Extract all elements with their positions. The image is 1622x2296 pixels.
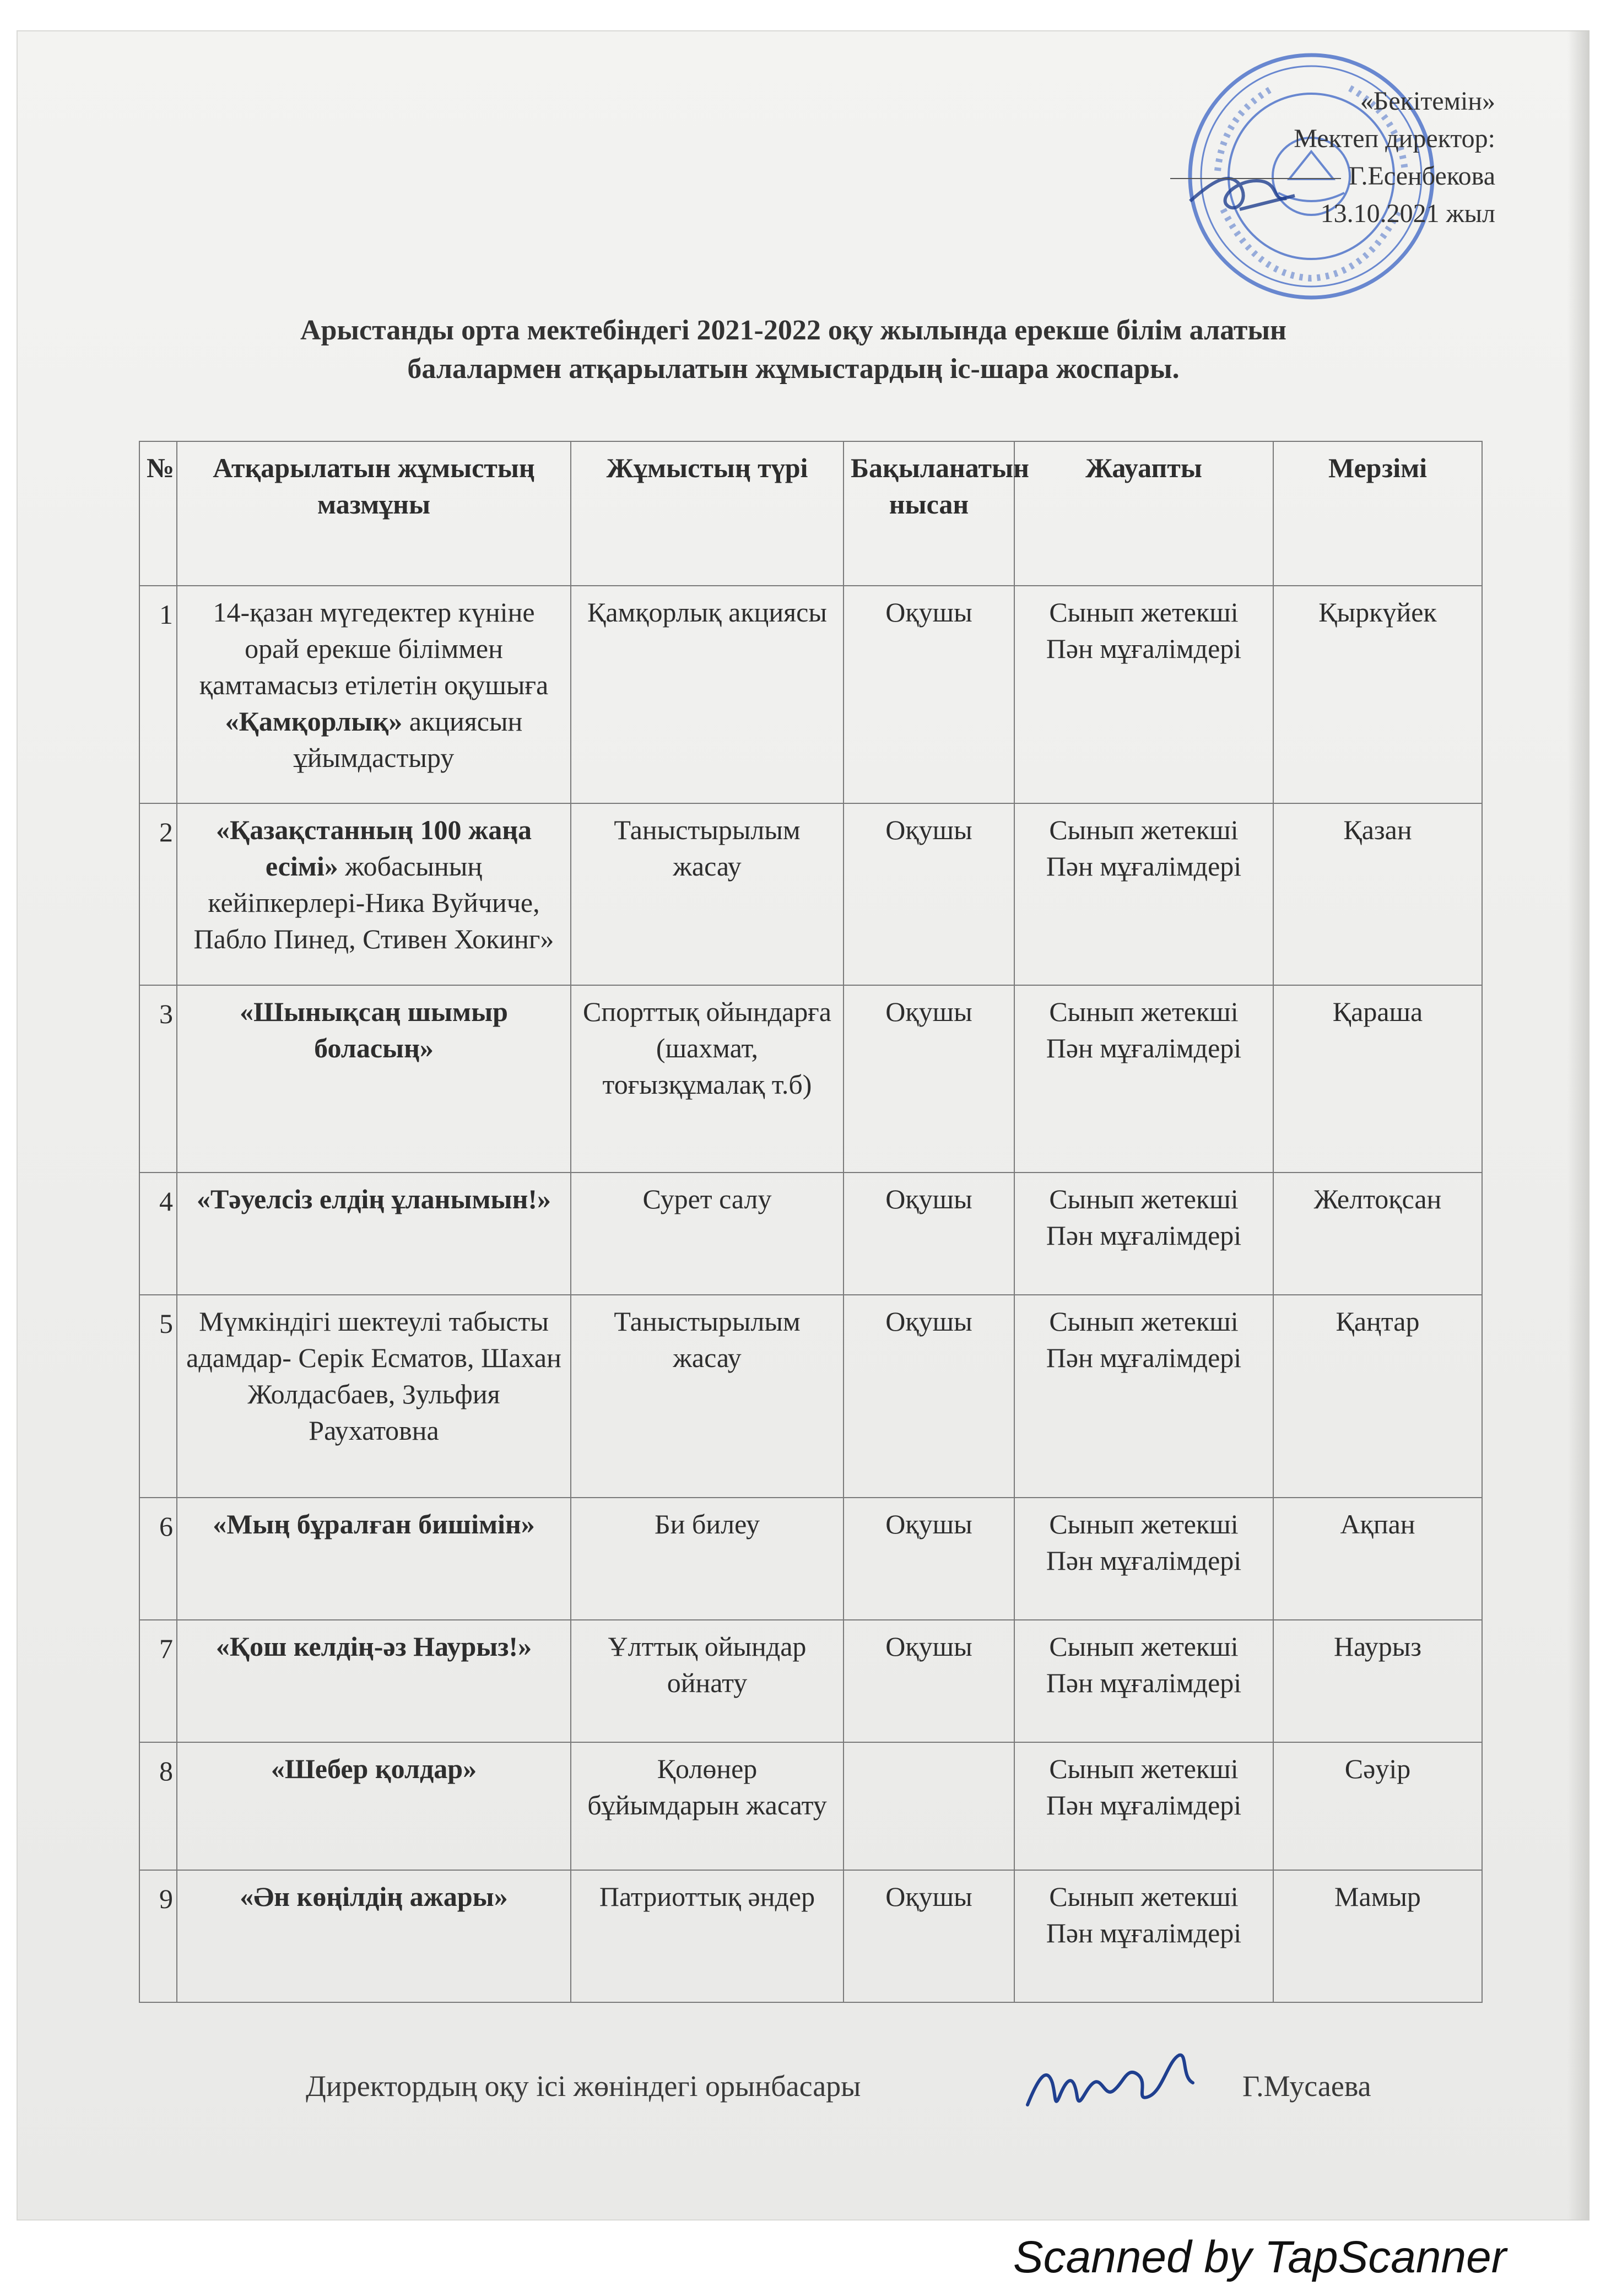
approval-heading: «Бекітемін» [1360, 87, 1495, 116]
row-deadline: Желтоқсан [1273, 1173, 1482, 1295]
row-number: 3 [139, 985, 177, 1173]
row-deadline: Ақпан [1273, 1498, 1482, 1620]
header-deadline: Мерзімі [1273, 441, 1482, 586]
row-number: 4 [139, 1173, 177, 1295]
row-content: «Қазақстанның 100 жаңа есімі» жобасының кейіпкерлері-Ника Вуйчиче, Пабло Пинед, Стивен Хокинг» [177, 803, 571, 985]
row-content: «Шынықсаң шымыр боласың» [177, 985, 571, 1173]
row-object: Оқушы [844, 985, 1014, 1173]
row-content: Мүмкіндігі шектеулі табысты адамдар- Серік Есматов, Шахан Жолдасбаев, Зульфия Раухатовна [177, 1295, 571, 1498]
footer-signature-line [306, 2058, 1408, 2124]
table-row [139, 1742, 1482, 1870]
table-header-row [139, 441, 1482, 586]
row-responsible: Сынып жетекші Пән мұғалімдері [1014, 1498, 1273, 1620]
row-responsible: Сынып жетекші Пән мұғалімдері [1014, 1742, 1273, 1870]
row-content: «Шебер қолдар» [177, 1742, 571, 1870]
row-number: 1 [139, 586, 177, 803]
row-type: Сурет салу [571, 1173, 844, 1295]
row-content: «Тәуелсіз елдің ұланымын!» [177, 1173, 571, 1295]
header-number: № [139, 441, 177, 586]
row-deadline: Мамыр [1273, 1870, 1482, 2002]
table-row [139, 586, 1482, 803]
row-type: Би билеу [571, 1498, 844, 1620]
row-deadline: Қазан [1273, 803, 1482, 985]
table-row [139, 985, 1482, 1173]
header-content: Атқарылатын жұмыстың мазмұны [177, 441, 571, 586]
row-deadline: Қыркүйек [1273, 586, 1482, 803]
row-type: Қолөнер бұйымдарын жасату [571, 1742, 844, 1870]
table-row [139, 1295, 1482, 1498]
activity-plan-table [139, 441, 1483, 2003]
row-deadline: Қаңтар [1273, 1295, 1482, 1498]
row-responsible: Сынып жетекші Пән мұғалімдері [1014, 1295, 1273, 1498]
approval-block [1170, 83, 1495, 233]
row-deadline: Сәуір [1273, 1742, 1482, 1870]
title-line-2: балалармен атқарылатын жұмыстардың іс-шара жоспары. [407, 353, 1180, 385]
deputy-director-title: Директордың оқу ісі жөніндегі орынбасары [306, 2070, 861, 2103]
row-type: Патриоттық әндер [571, 1870, 844, 2002]
row-object: Оқушы [844, 1620, 1014, 1742]
row-type: Спорттық ойындарға (шахмат, тоғызқұмалақ т.б) [571, 985, 844, 1173]
row-number: 2 [139, 803, 177, 985]
row-object: Оқушы [844, 1498, 1014, 1620]
row-type: Таныстырылым жасау [571, 803, 844, 985]
header-responsible: Жауапты [1014, 441, 1273, 586]
header-type: Жұмыстың түрі [571, 441, 844, 586]
scanner-watermark: Scanned by TapScanner [1013, 2232, 1506, 2282]
row-content: «Ән көңілдің ажары» [177, 1870, 571, 2002]
header-object: Бақыланатын нысан [844, 441, 1014, 586]
row-object: Оқушы [844, 1870, 1014, 2002]
row-object: Оқушы [844, 586, 1014, 803]
row-type: Таныстырылым жасау [571, 1295, 844, 1498]
row-number: 6 [139, 1498, 177, 1620]
row-responsible: Сынып жетекші Пән мұғалімдері [1014, 1620, 1273, 1742]
row-deadline: Наурыз [1273, 1620, 1482, 1742]
table-row [139, 1173, 1482, 1295]
table-row [139, 1620, 1482, 1742]
row-object: Оқушы [844, 1173, 1014, 1295]
table-body [139, 586, 1482, 2002]
row-responsible: Сынып жетекші Пән мұғалімдері [1014, 1173, 1273, 1295]
row-number: 9 [139, 1870, 177, 2002]
handwritten-signature [1022, 2044, 1204, 2127]
row-responsible: Сынып жетекші Пән мұғалімдері [1014, 803, 1273, 985]
row-responsible: Сынып жетекші Пән мұғалімдері [1014, 1870, 1273, 2002]
approval-position: Мектеп директор: [1294, 124, 1495, 153]
row-deadline: Қараша [1273, 985, 1482, 1173]
approval-name: Г.Есенбекова [1349, 161, 1495, 191]
row-number: 7 [139, 1620, 177, 1742]
signature-line [1170, 178, 1341, 179]
row-number: 5 [139, 1295, 177, 1498]
row-responsible: Сынып жетекші Пән мұғалімдері [1014, 985, 1273, 1173]
row-content: «Қош келдің-әз Наурыз!» [177, 1620, 571, 1742]
paper-edge-shadow [1567, 30, 1589, 2221]
approval-signatory [1170, 158, 1495, 195]
row-number: 8 [139, 1742, 177, 1870]
row-object: Оқушы [844, 1295, 1014, 1498]
row-content: 14-қазан мүгедектер күніне орай ерекше біліммен қамтамасыз етілетін оқушыға «Қамқорлық» акциясын ұйымдастыру [177, 586, 571, 803]
title-line-1: Арыстанды орта мектебіндегі 2021-2022 оқу жылында ерекше білім алатын [300, 315, 1287, 346]
row-type: Қамқорлық акциясы [571, 586, 844, 803]
table-row [139, 1498, 1482, 1620]
table-row [139, 1870, 1482, 2002]
row-responsible: Сынып жетекші Пән мұғалімдері [1014, 586, 1273, 803]
row-content: «Мың бұралған бишімін» [177, 1498, 571, 1620]
approval-date: 13.10.2021 жыл [1320, 199, 1495, 228]
table-row [139, 803, 1482, 985]
deputy-director-name: Г.Мусаева [1242, 2070, 1371, 2103]
row-object [844, 1742, 1014, 1870]
row-object: Оқушы [844, 803, 1014, 985]
document-title [143, 311, 1443, 388]
row-type: Ұлттық ойындар ойнату [571, 1620, 844, 1742]
